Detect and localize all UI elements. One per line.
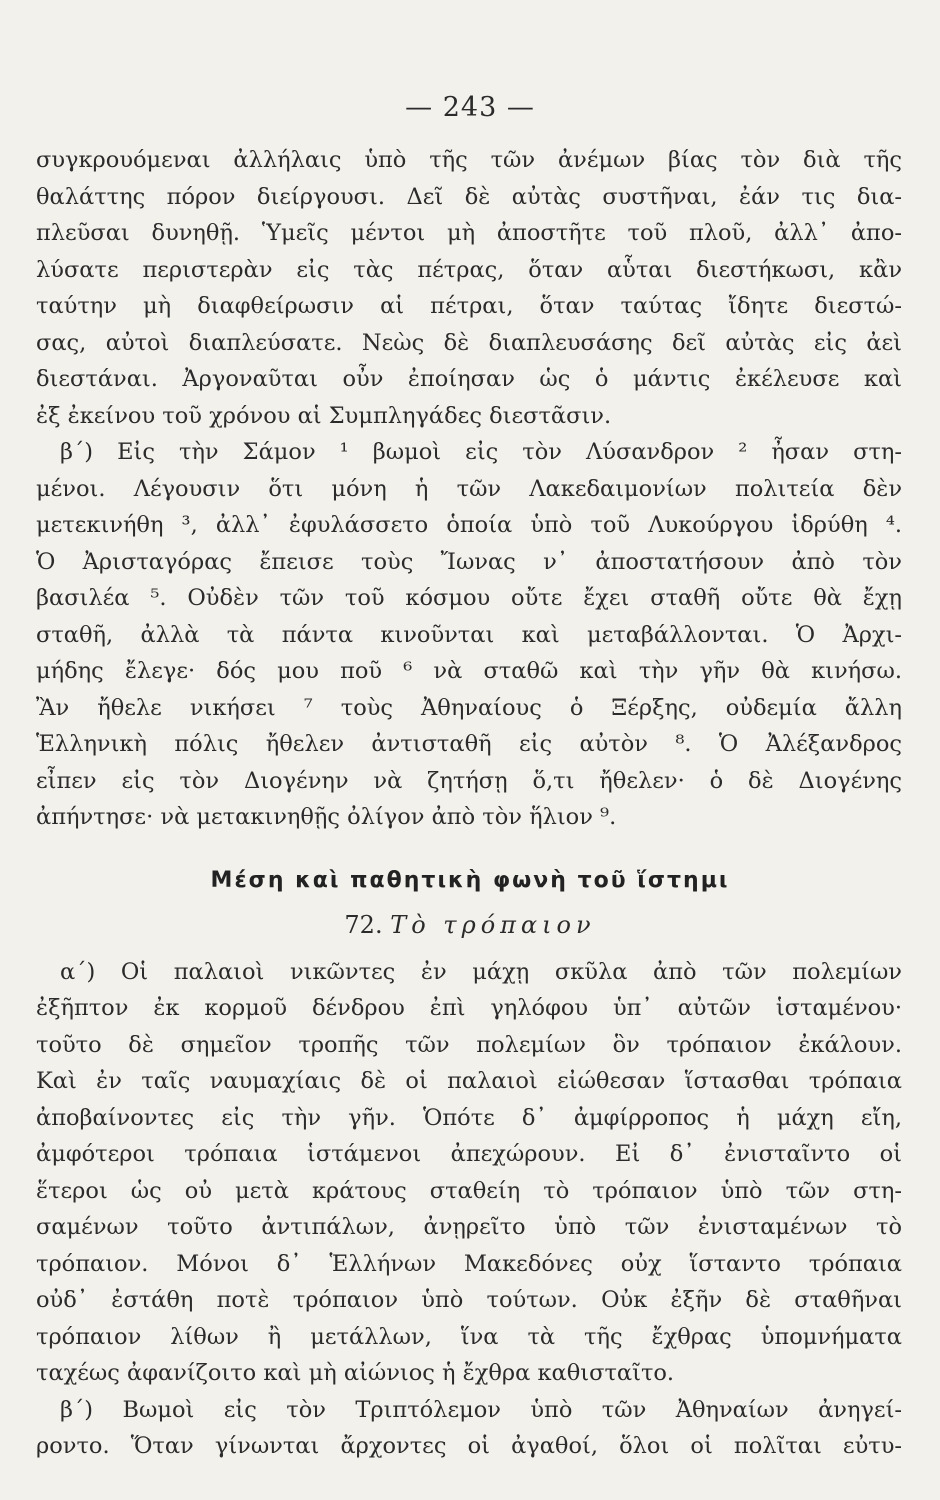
text-line: ἐξῆπτον ἐκ κορμοῦ δένδρου ἐπὶ γηλόφου ὑπ᾽ αὐτῶν ἱσταμένου· [36, 995, 902, 1021]
text-line: Ἂν ἤθελε νικήσει ⁷ τοὺς Ἀθηναίους ὁ Ξέρξης, οὐδεμία ἄλλη [36, 694, 902, 721]
text-line: ταχέως ἀφανίζοιτο καὶ μὴ αἰώνιος ἡ ἔχθρα καθισταῖτο. [36, 1360, 675, 1386]
text-line: σταθῆ, ἀλλὰ τὰ πάντα κινοῦνται καὶ μεταβάλλονται. Ὁ Ἀρχι- [36, 621, 902, 648]
section-name: Τὸ τρόπαιον [390, 910, 596, 939]
text-line: ἐξ ἐκείνου τοῦ χρόνου αἱ Συμπληγάδες διεστᾶσιν. [36, 402, 612, 429]
text-line: θαλάττης πόρον διείργουσι. Δεῖ δὲ αὐτὰς συστῆναι, ἐάν τις δια- [36, 183, 902, 210]
text-line: ταύτην μὴ διαφθείρωσιν αἱ πέτραι, ὅταν ταύτας ἴδητε διεστώ- [36, 293, 902, 319]
text-line: ἀμφότεροι τρόπαια ἱστάμενοι ἀπεχώρουν. Εἰ δ᾽ ἐνισταῖντο οἱ [36, 1141, 902, 1167]
text-line: Καὶ ἐν ταῖς ναυμαχίαις δὲ οἱ παλαιοὶ εἰώθεσαν ἵστασθαι τρόπαια [36, 1068, 902, 1094]
text-line: εἶπεν εἰς τὸν Διογένην νὰ ζητήσῃ ὅ,τι ἤθελεν· ὁ δὲ Διογένης [36, 767, 902, 794]
text-line: μήδης ἔλεγε· δός μου ποῦ ⁶ νὰ σταθῶ καὶ τὴν γῆν θὰ κινήσω. [36, 658, 902, 684]
text-line: β´) Εἰς τὴν Σάμον ¹ βωμοὶ εἰς τὸν Λύσανδρον ² ἦσαν στη- [60, 439, 902, 465]
text-line: διεστάναι. Ἀργοναῦται οὖν ἐποίησαν ὡς ὁ μάντις ἐκέλευσε καὶ [36, 366, 902, 392]
text-line: μετεκινήθη ³, ἀλλ᾽ ἐφυλάσσετο ὁποία ὑπὸ τοῦ Λυκούργου ἱδρύθη ⁴. [36, 512, 902, 538]
section-title [0, 906, 940, 944]
text-line: βασιλέα ⁵. Οὐδὲν τῶν τοῦ κόσμου οὔτε ἔχει σταθῆ οὔτε θὰ ἔχῃ [36, 585, 902, 611]
text-line: συγκρουόμεναι ἀλλήλαις ὑπὸ τῆς τῶν ἀνέμων βίας τὸν διὰ τῆς [36, 147, 902, 173]
text-line: σας, αὐτοὶ διαπλεύσατε. Νεὼς δὲ διαπλευσάσης δεῖ αὐτὰς εἰς ἀεὶ [36, 329, 902, 356]
paragraph-tropaion-a [36, 954, 902, 1392]
text-line: β´) Βωμοὶ εἰς τὸν Τριπτόλεμον ὑπὸ τῶν Ἀθηναίων ἀνηγεί- [60, 1396, 902, 1423]
text-line: τοῦτο δὲ σημεῖον τροπῆς τῶν πολεμίων ὃν τρόπαιον ἐκάλουν. [36, 1031, 902, 1058]
text-line: λύσατε περιστερὰν εἰς τὰς πέτρας, ὅταν αὗται διεστήκωσι, κἂν [36, 256, 902, 283]
text-line: τρόπαιον λίθων ἢ μετάλλων, ἵνα τὰ τῆς ἔχθρας ὑπομνήματα [36, 1323, 902, 1350]
text-line: ἀπήντησε· νὰ μετακινηθῇς ὀλίγον ἀπὸ τὸν ἥλιον ⁹. [36, 804, 617, 830]
text-line: σαμένων τοῦτο ἀντιπάλων, ἀνῃρεῖτο ὑπὸ τῶν ἐνισταμένων τὸ [36, 1214, 902, 1240]
page-number: — 243 — [405, 92, 535, 123]
text-line: Ὁ Ἀρισταγόρας ἔπεισε τοὺς Ἴωνας ν᾽ ἀποστατήσουν ἀπὸ τὸν [36, 548, 902, 575]
text-line: ροντο. Ὅταν γίνωνται ἄρχοντες οἱ ἀγαθοί, ὅλοι οἱ πολῖται εὐτυ- [36, 1433, 902, 1459]
paragraph-tropaion-b [36, 1392, 902, 1465]
paragraph-exercise-b [36, 434, 902, 836]
text-line: τρόπαιον. Μόνοι δ᾽ Ἑλλήνων Μακεδόνες οὐχ ἵσταντο τρόπαια [36, 1250, 902, 1277]
text-line: ἕτεροι ὡς οὐ μετὰ κράτους σταθείη τὸ τρόπαιον ὑπὸ τῶν στη- [36, 1177, 902, 1204]
text-line: ἀποβαίνοντες εἰς τὴν γῆν. Ὁπότε δ᾽ ἀμφίρροπος ἡ μάχη εἴη, [36, 1104, 902, 1131]
text-line: οὐδ᾽ ἐστάθη ποτὲ τρόπαιον ὑπὸ τούτων. Οὐκ ἐξῆν δὲ σταθῆναι [36, 1287, 902, 1313]
text-line: μένοι. Λέγουσιν ὅτι μόνη ἡ τῶν Λακεδαιμονίων πολιτεία δὲν [36, 475, 902, 502]
text-line: πλεῦσαι δυνηθῇ. Ὑμεῖς μέντοι μὴ ἀποστῆτε τοῦ πλοῦ, ἀλλ᾽ ἀπο- [36, 220, 902, 246]
section-number: 72. [344, 910, 383, 939]
text-line: Ἑλληνικὴ πόλις ἤθελεν ἀντισταθῆ εἰς αὐτὸν ⁸. Ὁ Ἀλέξανδρος [36, 731, 902, 757]
paragraph-symplegades [36, 142, 902, 434]
text-line: α´) Οἱ παλαιοὶ νικῶντες ἐν μάχῃ σκῦλα ἀπὸ τῶν πολεμίων [60, 958, 902, 985]
chapter-heading: Μέση καὶ παθητικὴ φωνὴ τοῦ ἵστημι [210, 867, 730, 893]
